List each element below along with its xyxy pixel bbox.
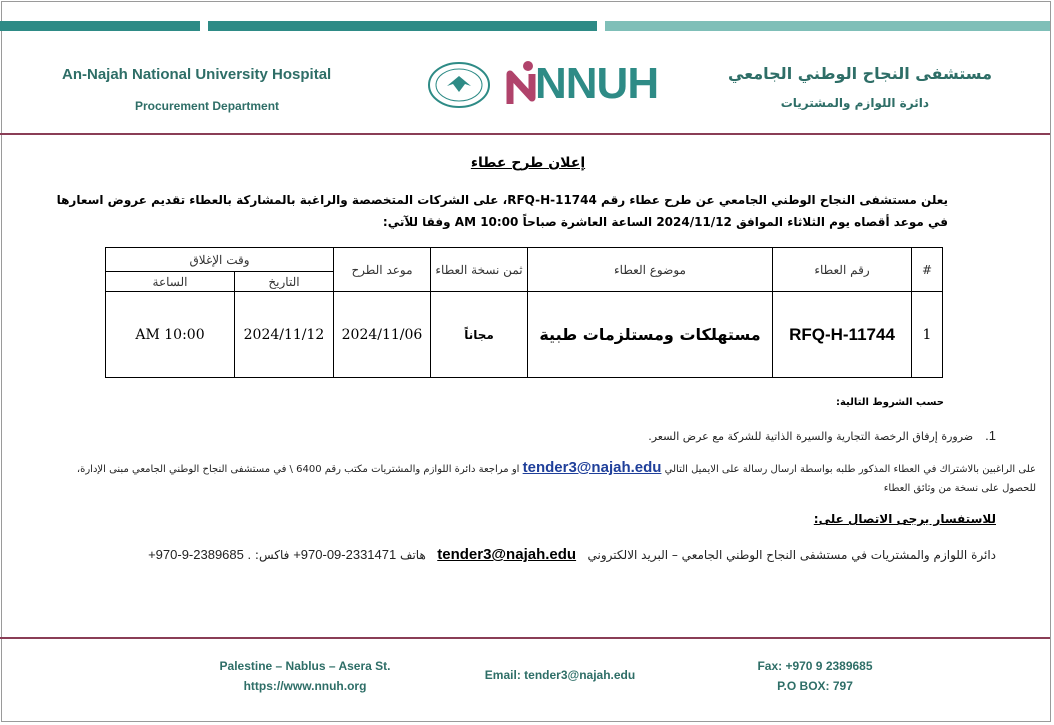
conditions-heading: حسب الشروط التالية: xyxy=(835,397,944,408)
col-header-time: الساعة xyxy=(106,272,235,292)
header-divider xyxy=(0,133,1050,135)
table-row xyxy=(106,292,943,378)
condition-item-2-text-a: على الراغبين بالاشتراك في العطاء المذكور طلبه بواسطة ارسال رسالة على الايميل التالي xyxy=(664,464,1036,475)
footer-pobox: P.O BOX: 797 xyxy=(777,679,853,693)
col-header-tender-no: رقم العطاء xyxy=(773,248,912,292)
condition-item-1-number: 1. xyxy=(985,428,996,443)
announcement-title-wrap xyxy=(0,152,1054,171)
col-header-release: موعد الطرح xyxy=(334,248,431,292)
contact-phone-label: هاتف xyxy=(400,548,426,562)
condition-item-1-text: ضرورة إرفاق الرخصة التجارية والسيرة الذاتية للشركة مع عرض السعر. xyxy=(648,430,974,443)
col-header-price: ثمن نسخة العطاء xyxy=(431,248,528,292)
cell-subject: مستهلكات ومستلزمات طبية xyxy=(528,292,773,378)
footer-email[interactable]: Email: tender3@najah.edu xyxy=(484,668,636,682)
condition-item-2 xyxy=(58,458,1036,498)
cell-time: AM 10:00 xyxy=(106,292,235,378)
header-stripe-middle xyxy=(208,21,597,31)
cell-date: 2024/11/12 xyxy=(235,292,334,378)
cell-price: مجاناً xyxy=(431,292,528,378)
contact-email-link[interactable]: tender3@najah.edu xyxy=(437,546,577,563)
announcement-title: إعلان طرح عطاء xyxy=(470,155,586,171)
cell-tender-no: RFQ-H-11744 xyxy=(773,292,912,378)
org-name-english: An-Najah National University Hospital xyxy=(62,66,332,83)
col-header-date: التاريخ xyxy=(235,272,334,292)
header-stripe-left xyxy=(0,21,200,31)
condition-item-1 xyxy=(648,428,996,443)
cell-release: 2024/11/06 xyxy=(334,292,431,378)
col-header-num: # xyxy=(912,248,943,292)
contact-fax: +970-9-2389685 . xyxy=(148,547,252,562)
cell-num: 1 xyxy=(912,292,943,378)
footer-website[interactable]: https://www.nnuh.org xyxy=(243,679,367,693)
condition-item-2-text-b: او مراجعة دائرة اللوازم والمشتريات مكتب رقم 6400 \ في مستشفى النجاح الوطني الجامعي مبنى الإدارة، للحصول على نسخة من وثائق العطاء xyxy=(76,464,1036,494)
contact-dept: دائرة اللوازم والمشتريات في مستشفى النجاح الوطني الجامعي – البريد الالكتروني xyxy=(587,548,996,562)
contact-phone: +970-09-2331471 xyxy=(293,547,397,562)
contact-fax-label: فاكس: xyxy=(254,548,290,562)
header-stripe-right xyxy=(605,21,1050,31)
university-seal-icon xyxy=(427,62,491,108)
contact-line xyxy=(148,546,996,563)
footer-address-block xyxy=(200,656,410,696)
dept-name-english: Procurement Department xyxy=(135,99,280,113)
condition-email-link[interactable]: tender3@najah.edu xyxy=(522,459,662,476)
footer-divider xyxy=(0,637,1050,639)
announcement-intro: يعلن مستشفى النجاح الوطني الجامعي عن طرح عطاء رقم RFQ-H-11744، على الشركات المتخصصة والراغبة بالمشاركة بالعطاء تقديم عروض اسعارها في موعد أقصاه يوم الثلاثاء الموافق 2024/11/12 الساعة العاشرة صباحاً AM 10:00 وفقا للآتي: xyxy=(56,193,948,229)
footer-fax: Fax: +970 9 2389685 xyxy=(757,659,873,673)
contact-heading: للاستفسار يرجى الاتصال على: xyxy=(813,512,996,526)
footer-address: Palestine – Nablus – Asera St. xyxy=(219,659,391,673)
dept-name-arabic: دائرة اللوازم والمشتريات xyxy=(780,96,929,110)
org-name-arabic: مستشفى النجاح الوطني الجامعي xyxy=(728,64,992,83)
col-header-closing: وقت الإغلاق xyxy=(106,248,334,272)
footer-contact-block xyxy=(730,656,900,696)
col-header-subject: موضوع العطاء xyxy=(528,248,773,292)
nnuh-logo-text: NNUH xyxy=(535,59,659,108)
tender-table xyxy=(105,247,943,378)
